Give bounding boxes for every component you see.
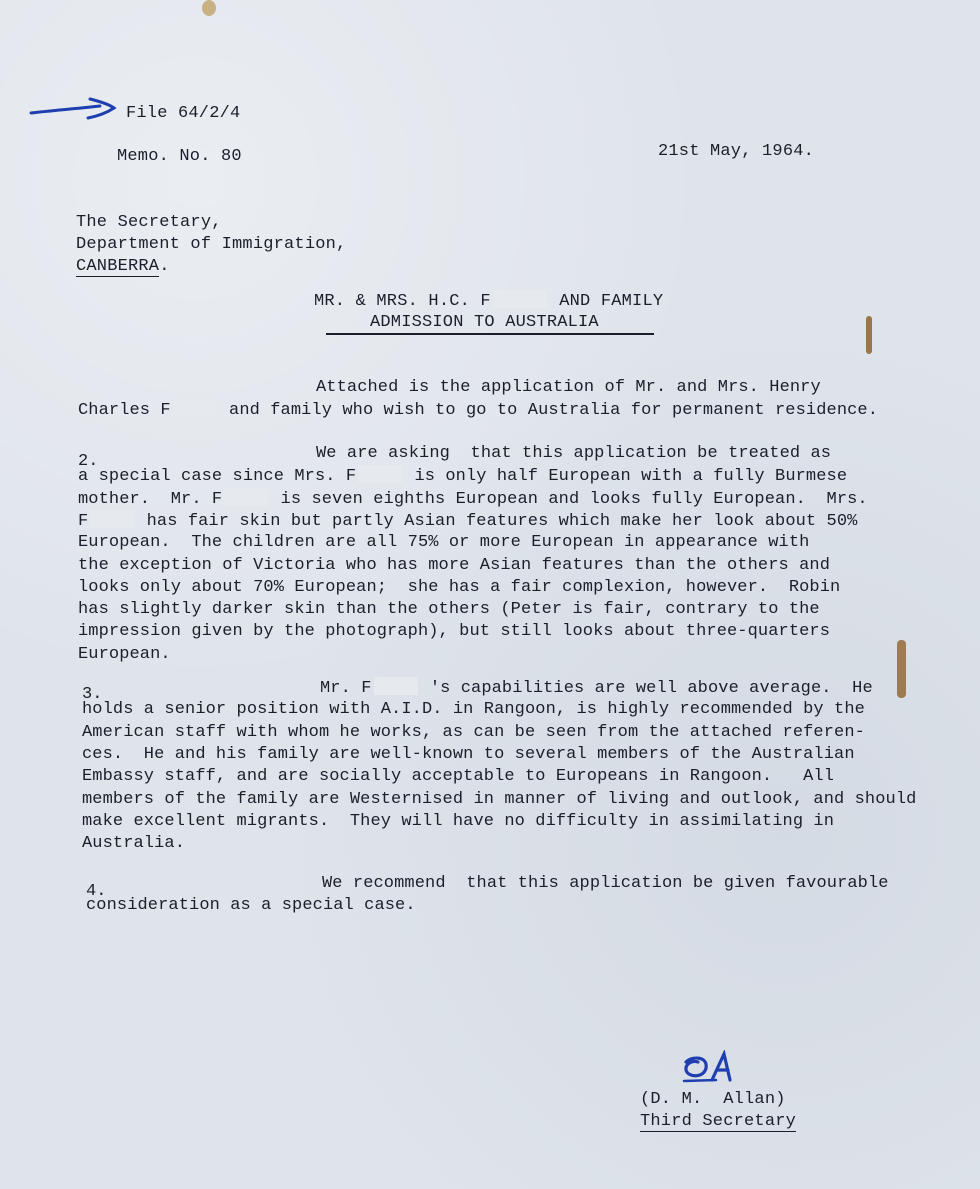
signatory-name: (D. M. Allan) — [640, 1090, 786, 1109]
paragraph-3-line: members of the family are Westernised in manner of living and outlook, and should — [82, 789, 917, 809]
paragraph-2-line: impression given by the photograph), but still looks about three-quarters — [78, 622, 831, 642]
paragraph-2-line: the exception of Victoria who has more Asian features than the others and — [78, 555, 831, 575]
paragraph-3-line: American staff with whom he works, as can be seen from the attached referen- — [82, 722, 865, 742]
paragraph-4-line: We recommend that this application be given favourable — [322, 874, 889, 893]
paragraph-2-line: has slightly darker skin than the others (Peter is fair, contrary to the — [78, 600, 820, 620]
subject-underline — [326, 333, 654, 335]
subject-line-1: MR. & MRS. H.C. F AND FAMILY — [314, 292, 664, 311]
addressee-city: CANBERRA. — [76, 257, 170, 276]
redaction — [358, 465, 402, 483]
memo-date: 21st May, 1964. — [658, 142, 815, 161]
paragraph-3-line: Embassy staff, and are socially acceptable to Europeans in Rangoon. All — [82, 767, 835, 787]
paragraph-3-line: Australia. — [82, 834, 186, 854]
arrow-mark-icon — [28, 96, 120, 122]
paragraph-3-line: ces. He and his family are well-known to several members of the Australian — [82, 744, 855, 764]
subject-line-2: ADMISSION TO AUSTRALIA — [370, 313, 599, 332]
paragraph-1-line: Charles F and family who wish to go to Australia for permanent residence. — [78, 401, 879, 421]
addressee-line: The Secretary, — [76, 213, 222, 232]
paragraph-1-line: Attached is the application of Mr. and Mrs. Henry — [316, 378, 821, 397]
paragraph-number: 2. — [78, 452, 99, 471]
paragraph-2-line: looks only about 70% European; she has a fair complexion, however. Robin — [78, 577, 841, 597]
paragraph-4-line: consideration as a special case. — [86, 896, 416, 916]
paragraph-number: 4. — [86, 882, 107, 901]
redaction — [173, 399, 217, 417]
signatory-title: Third Secretary — [640, 1112, 797, 1131]
paragraph-2-line: F has fair skin but partly Asian features which make her look about 50% — [78, 511, 858, 531]
paragraph-2-line: European. — [78, 644, 171, 664]
paragraph-3-line: holds a senior position with A.I.D. in Rangoon, is highly recommended by the — [82, 700, 865, 720]
paragraph-3-line: make excellent migrants. They will have no difficulty in assimilating in — [82, 811, 835, 831]
paragraph-number: 3. — [82, 685, 103, 704]
file-reference: File 64/2/4 — [126, 104, 241, 123]
rust-stain — [202, 0, 216, 16]
initials-signature — [680, 1050, 744, 1086]
redaction — [374, 677, 418, 695]
rust-stain — [897, 640, 906, 698]
redaction — [90, 510, 134, 528]
paragraph-2-line: a special case since Mrs. F is only half European with a fully Burmese — [78, 467, 848, 487]
rust-stain — [866, 316, 872, 354]
addressee-line: Department of Immigration, — [76, 235, 347, 254]
redaction — [224, 488, 268, 506]
paragraph-3-line: Mr. F 's capabilities are well above average. He — [320, 679, 873, 698]
paragraph-2-line: mother. Mr. F is seven eighths European and looks fully European. Mrs. — [78, 489, 868, 509]
paragraph-2-line: We are asking that this application be treated as — [316, 444, 832, 463]
memo-number: Memo. No. 80 — [117, 147, 242, 166]
paragraph-2-line: European. The children are all 75% or more European in appearance with — [78, 533, 810, 553]
redaction — [493, 290, 547, 308]
